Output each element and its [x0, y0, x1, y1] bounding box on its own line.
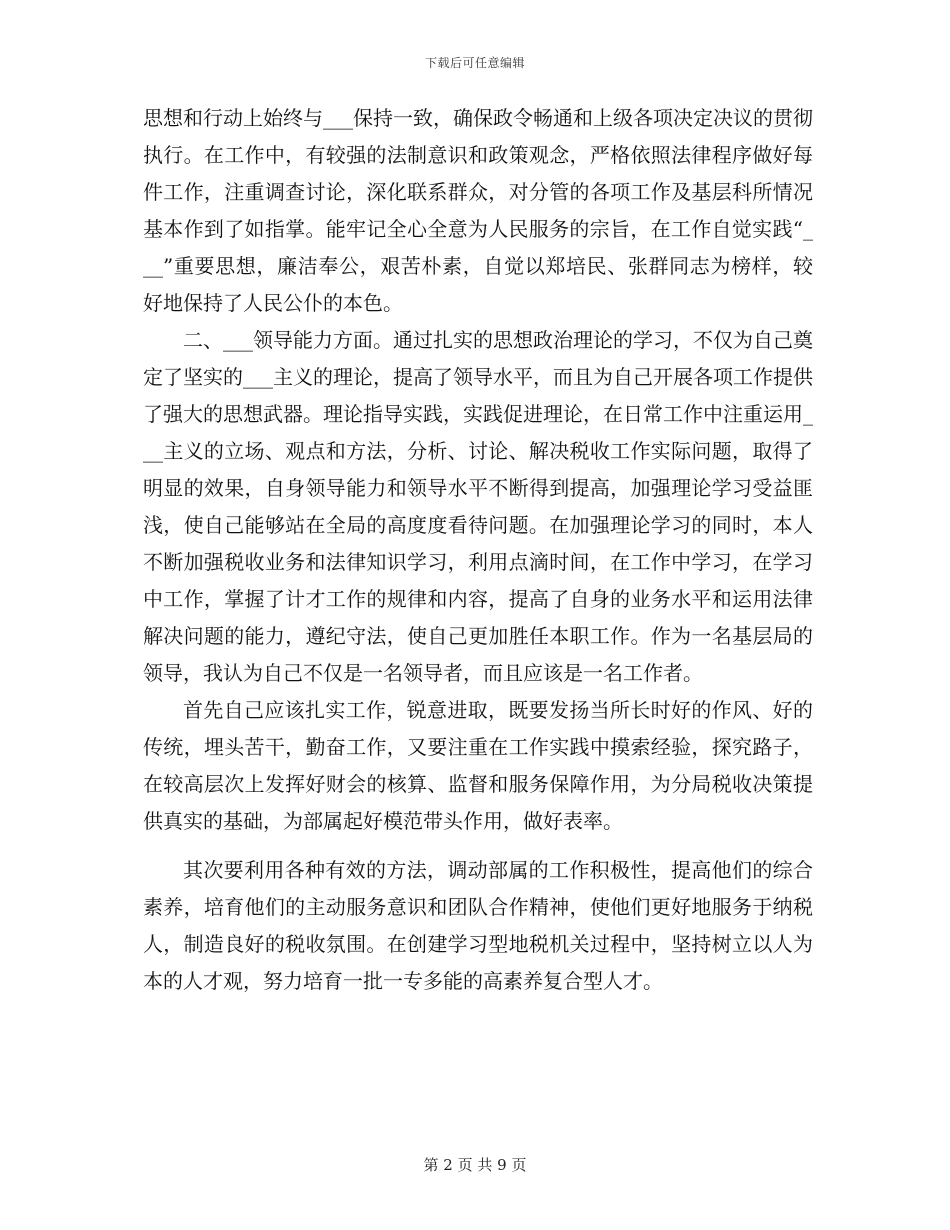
- document-body: [143, 100, 813, 1000]
- paragraph-2: 二、___领导能力方面。通过扎实的思想政治理论的学习，不仅为自己奠定了坚实的___主义的理论，提高了领导水平，而且为自己开展各项工作提供了强大的思想武器。理论指导实践，实践促进理论，在日常工作中注重运用___主义的立场、观点和方法，分析、讨论、解决税收工作实际问题，取得了明显的效果，自身领导能力和领导水平不断得到提高，加强理论学习受益匪浅，使自己能够站在全局的高度度看待问题。在加强理论学习的同时，本人不断加强税收业务和法律知识学习，利用点滴时间，在工作中学习，在学习中工作，掌握了计才工作的规律和内容，提高了自身的业务水平和运用法律解决问题的能力，遵纪守法，使自己更加胜任本职工作。作为一名基层局的领导，我认为自己不仅是一名领导者，而且应该是一名工作者。: [143, 328, 813, 685]
- paragraph-1: 思想和行动上始终与___保持一致，确保政令畅通和上级各项决定决议的贯彻执行。在工作中，有较强的法制意识和政策观念，严格依照法律程序做好每件工作，注重调查讨论，深化联系群众，对分管的各项工作及基层科所情况基本作到了如指掌。能牢记全心全意为人民服务的宗旨，在工作自觉实践“___”重要思想，廉洁奉公，艰苦朴素，自觉以郑培民、张群同志为榜样，较好地保持了人民公仆的本色。: [143, 106, 813, 315]
- paragraph-3: 首先自己应该扎实工作，锐意进取，既要发扬当所长时好的作风、好的传统，埋头苦干，勤奋工作，又要注重在工作实践中摸索经验，探究路子，在较高层次上发挥好财会的核算、监督和服务保障作用，为分局税收决策提供真实的基础，为部属起好模范带头作用，做好表率。: [143, 698, 813, 833]
- header-note: 下载后可任意编辑: [424, 56, 525, 70]
- paragraph-4: 其次要利用各种有效的方法，调动部属的工作积极性，提高他们的综合素养，培育他们的主动服务意识和团队合作精神，使他们更好地服务于纳税人，制造良好的税收氛围。在创建学习型地税机关过程中，坚持树立以人为本的人才观，努力培育一批一专多能的高素养复合型人才。: [143, 858, 813, 993]
- page-number: 第 2 页 共 9 页: [423, 1156, 527, 1174]
